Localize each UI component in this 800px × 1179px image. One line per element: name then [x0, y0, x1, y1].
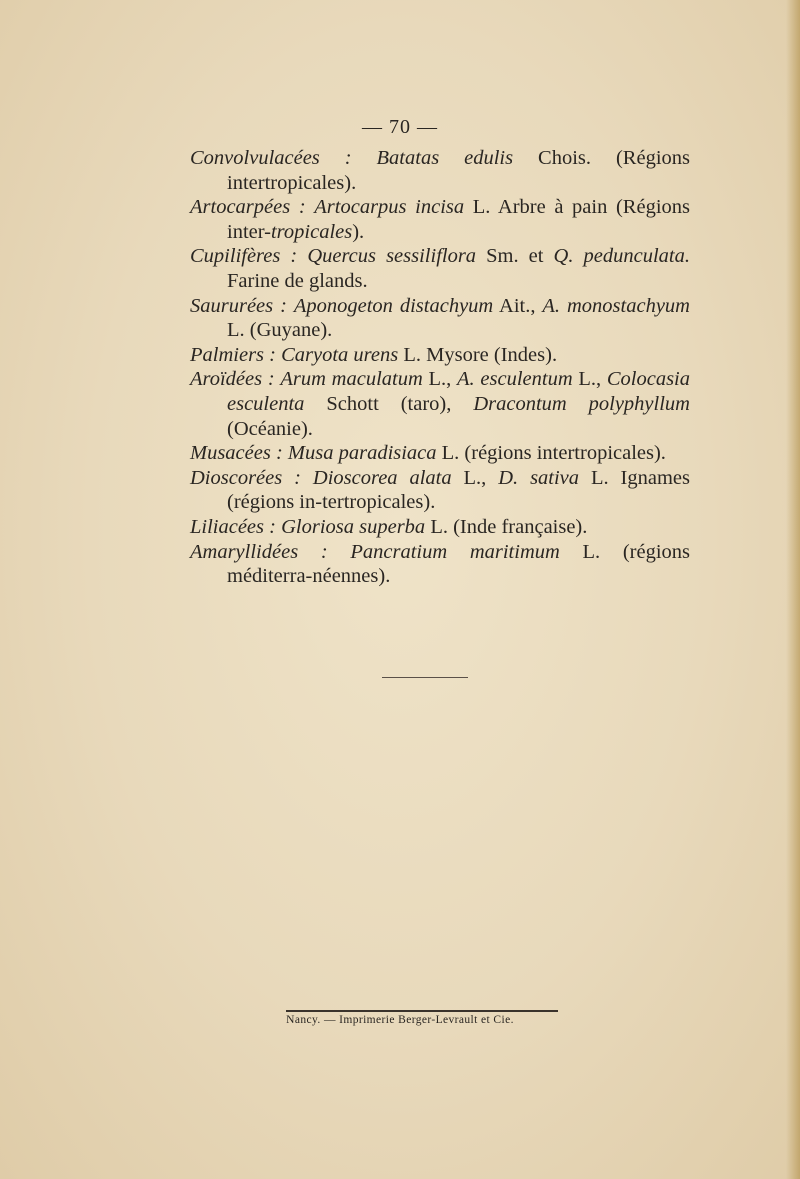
entry-text: L. (Inde française). — [425, 515, 588, 538]
family-name: Aroïdées : — [190, 368, 275, 391]
entry-text: Farine de glands. — [227, 269, 368, 292]
species-name: Q. pedunculata. — [553, 245, 690, 268]
species-name: Caryota urens — [281, 343, 399, 366]
plant-entry — [190, 244, 690, 293]
plant-entry — [190, 367, 690, 441]
species-name: Quercus sessiliflora — [307, 245, 477, 268]
entry-text: ). — [352, 220, 365, 243]
species-name: D. sativa — [498, 466, 580, 489]
species-name: Musa paradisiaca — [287, 442, 437, 465]
entry-text — [287, 295, 294, 317]
family-name: Artocarpées : — [190, 196, 306, 219]
entry-text: L., — [572, 368, 607, 391]
plant-list — [190, 146, 690, 589]
plant-entry — [190, 343, 690, 368]
entry-text: Schott (taro), — [304, 392, 474, 415]
plant-entry — [190, 294, 690, 343]
entry-text: L. Mysore (Indes). — [398, 343, 558, 366]
species-name: Aponogeton distachyum — [293, 294, 494, 317]
species-name: tropicales — [270, 220, 353, 243]
plant-entry — [190, 515, 690, 540]
entry-text: L., — [451, 466, 499, 489]
plant-entry — [190, 466, 690, 515]
entry-text: L. Arbre à pain (Régions inter- — [227, 196, 690, 243]
species-name: A. esculentum — [457, 368, 573, 391]
species-name: Arum maculatum — [280, 368, 423, 391]
entry-text: L., — [422, 368, 458, 391]
species-name: Dioscorea alata — [312, 466, 452, 489]
species-name: A. monostachyum — [542, 294, 690, 317]
entry-text — [301, 467, 313, 489]
family-name: Dioscorées : — [190, 466, 301, 489]
species-name: Pancratium maritimum — [350, 540, 560, 563]
family-name: Saururées : — [190, 294, 287, 317]
page-number: — 70 — — [362, 116, 438, 138]
family-name: Liliacées : — [190, 515, 276, 538]
plant-entry — [190, 195, 690, 244]
entry-text — [352, 147, 377, 169]
species-name: Gloriosa superba — [281, 515, 426, 538]
entry-text: L. Ignames (régions in-tertropicales). — [227, 466, 690, 514]
plant-entry — [190, 146, 690, 195]
family-name: Cupilifères : — [190, 245, 298, 268]
entry-text: Chois. (Régions intertropicales). — [227, 147, 690, 194]
section-rule — [382, 677, 468, 678]
entry-text: Ait., — [493, 294, 543, 317]
family-name: Convolvulacées : — [190, 147, 352, 169]
entry-text: L. (Guyane). — [227, 319, 333, 342]
plant-entry — [190, 540, 690, 589]
family-name: Amaryllidées : — [190, 540, 328, 563]
page-edge — [786, 0, 800, 1179]
printer-imprint: Nancy. — Imprimerie Berger-Levrault et Cie. — [286, 1014, 514, 1026]
footer-rule — [286, 1010, 558, 1012]
species-name: Artocarpus incisa — [314, 196, 465, 219]
entry-text — [306, 196, 315, 218]
entry-text: L. (régions intertropicales). — [436, 442, 666, 465]
entry-text: Sm. et — [476, 245, 554, 268]
species-name: Colocasia esculenta — [227, 368, 691, 415]
entry-text: (Océanie). — [227, 417, 313, 440]
family-name: Musacées : — [190, 442, 283, 465]
entry-text: L. (régions méditerra-néennes). — [227, 540, 690, 588]
species-name: Batatas edulis — [376, 147, 514, 169]
entry-text — [328, 541, 351, 563]
family-name: Palmiers : — [190, 343, 276, 366]
plant-entry — [190, 441, 690, 466]
species-name: Dracontum polyphyllum — [473, 392, 690, 415]
entry-text — [297, 245, 307, 267]
